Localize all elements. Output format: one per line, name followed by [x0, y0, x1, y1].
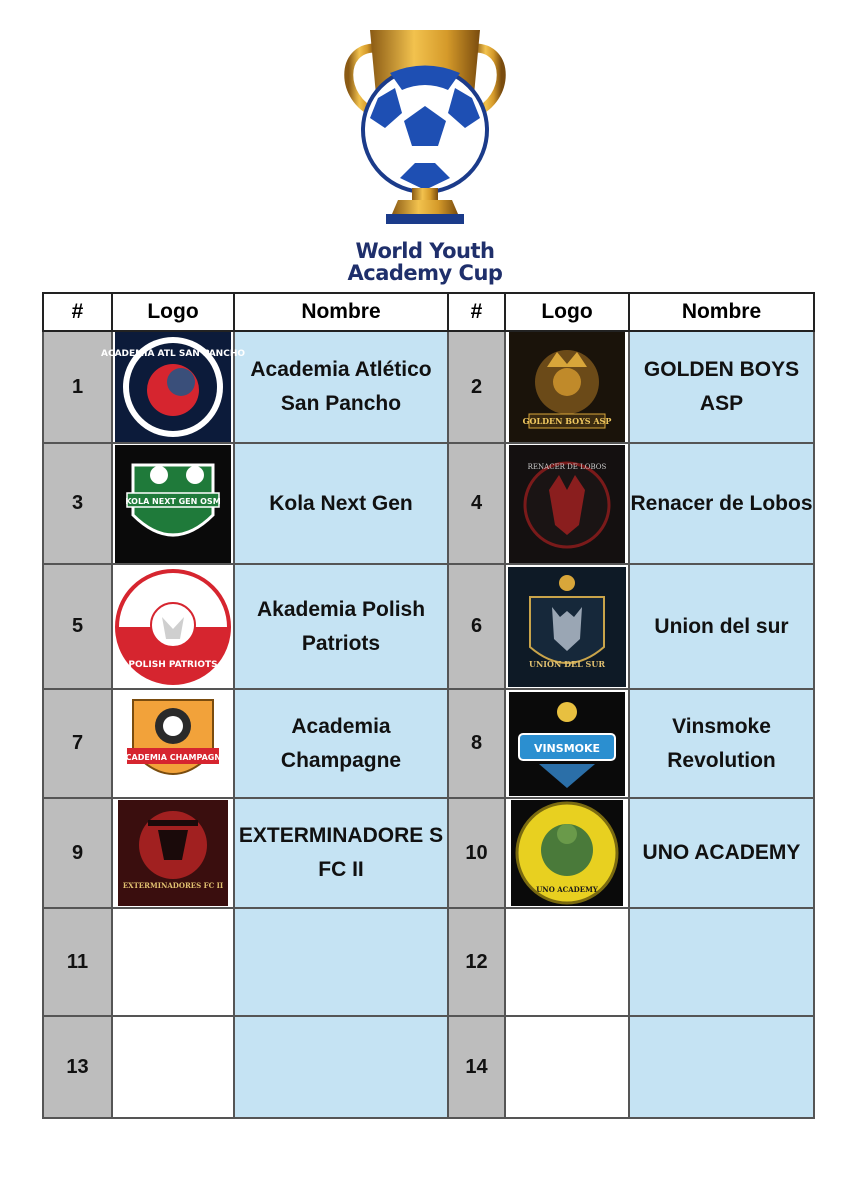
team-badge-icon — [509, 332, 625, 442]
table-row — [43, 689, 814, 798]
table-header-row — [43, 293, 814, 331]
team-badge-icon — [114, 567, 232, 687]
team-number: 1 — [43, 331, 112, 443]
team-name — [629, 1016, 814, 1118]
team-number: 7 — [43, 689, 112, 798]
badge-text: VINSMOKE — [533, 741, 601, 755]
team-number: 13 — [43, 1016, 112, 1118]
teams-table — [42, 292, 815, 1119]
team-badge-icon — [115, 445, 231, 563]
header-logo: Logo — [505, 293, 629, 331]
tournament-title-line1: World Youth — [355, 239, 495, 263]
header-name: Nombre — [234, 293, 448, 331]
header-name: Nombre — [629, 293, 814, 331]
team-logo-cell — [112, 443, 234, 564]
team-logo-cell — [505, 689, 629, 798]
table-row — [43, 443, 814, 564]
team-number: 12 — [448, 908, 505, 1016]
team-logo-cell — [112, 798, 234, 908]
badge-text: EXTERMINADORES FC II — [122, 881, 224, 890]
team-name — [234, 908, 448, 1016]
team-name: Akademia Polish Patriots — [234, 564, 448, 689]
team-number: 3 — [43, 443, 112, 564]
team-logo-cell — [505, 908, 629, 1016]
team-number: 14 — [448, 1016, 505, 1118]
team-name: EXTERMINADORE S FC II — [234, 798, 448, 908]
header-logo: Logo — [112, 293, 234, 331]
team-name: Vinsmoke Revolution — [629, 689, 814, 798]
badge-text: ACADEMIA CHAMPAGNE — [119, 752, 227, 762]
trophy-icon — [330, 18, 520, 230]
team-logo-cell — [112, 908, 234, 1016]
team-number: 10 — [448, 798, 505, 908]
team-number: 5 — [43, 564, 112, 689]
team-badge-icon — [509, 445, 625, 563]
team-logo-cell — [112, 1016, 234, 1118]
tournament-title — [330, 240, 520, 284]
team-logo-cell — [505, 331, 629, 443]
team-name: GOLDEN BOYS ASP — [629, 331, 814, 443]
team-name: UNO ACADEMY — [629, 798, 814, 908]
team-logo-cell — [112, 689, 234, 798]
team-badge-icon — [511, 800, 623, 906]
team-logo-cell — [112, 564, 234, 689]
team-number: 8 — [448, 689, 505, 798]
table-row — [43, 331, 814, 443]
team-name — [629, 908, 814, 1016]
badge-text: ACADEMIA ATL SAN PANCHO — [101, 349, 245, 359]
team-badge-icon — [101, 332, 245, 442]
tournament-title-line2: Academy Cup — [347, 261, 503, 285]
team-badge-icon — [508, 567, 626, 687]
team-number: 4 — [448, 443, 505, 564]
team-name: Kola Next Gen — [234, 443, 448, 564]
table-row — [43, 1016, 814, 1118]
team-number: 11 — [43, 908, 112, 1016]
header-number: # — [448, 293, 505, 331]
team-logo-cell — [101, 331, 245, 443]
badge-text: POLISH PATRIOTS — [128, 659, 218, 670]
team-number: 6 — [448, 564, 505, 689]
team-number: 2 — [448, 331, 505, 443]
team-badge-icon — [509, 692, 625, 796]
tournament-logo — [330, 18, 520, 285]
badge-text: GOLDEN BOYS ASP — [522, 416, 612, 426]
table-row — [43, 798, 814, 908]
table-row — [43, 564, 814, 689]
team-logo-cell — [505, 798, 629, 908]
team-name: Academia Champagne — [234, 689, 448, 798]
team-number: 9 — [43, 798, 112, 908]
team-logo-cell — [505, 1016, 629, 1118]
header-number: # — [43, 293, 112, 331]
badge-text: KOLA NEXT GEN OSM — [125, 496, 221, 506]
team-logo-cell — [505, 564, 629, 689]
team-badge-icon — [118, 800, 228, 906]
badge-text: UNO ACADEMY — [536, 885, 598, 894]
badge-text: RENACER DE LOBOS — [527, 462, 607, 471]
table-row — [43, 908, 814, 1016]
team-name: Academia Atlético San Pancho — [234, 331, 448, 443]
team-name: Renacer de Lobos — [629, 443, 814, 564]
team-logo-cell — [505, 443, 629, 564]
team-name: Union del sur — [629, 564, 814, 689]
badge-text: UNION DEL SUR — [529, 658, 605, 669]
team-name — [234, 1016, 448, 1118]
team-badge-icon — [119, 692, 227, 796]
